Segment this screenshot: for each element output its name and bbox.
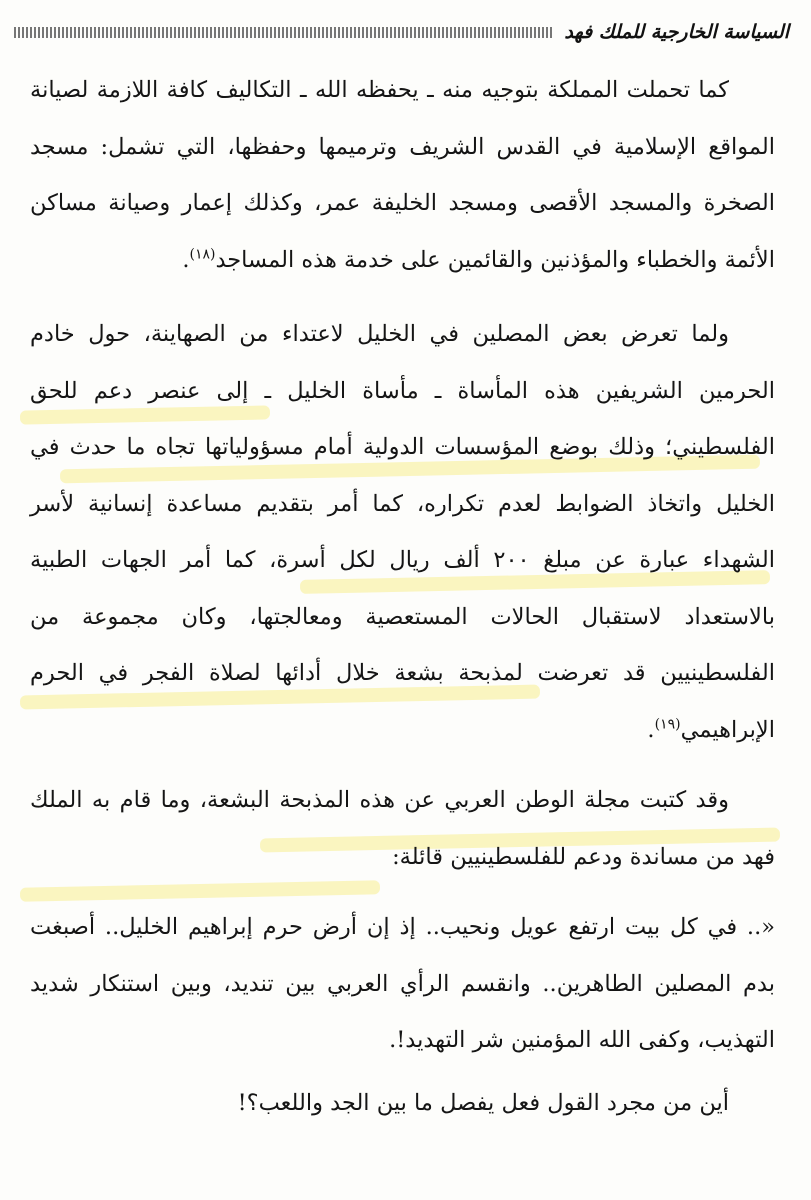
running-title: السياسة الخارجية للملك فهد [564,21,789,43]
footnote-ref: (١٨) [189,246,216,262]
running-header [14,14,789,50]
paragraph-2 [30,306,775,758]
quote-paragraph [30,899,775,1069]
paragraph-3 [30,772,775,885]
paragraph-text: كما تحملت المملكة بتوجيه منه ـ يحفظه الله ـ التكاليف كافة اللازمة لصيانة المواقع الإسلامية في القدس الشريف وترميمها وحفظها، التي تشمل: مسجد الصخرة والمسجد الأقصى ومسجد الخليفة عمر، وكذلك إعمار وصيانة مساكن الأئمة والخطباء والمؤذنين والقائمين على خدمة هذه المساجد [30,77,775,273]
header-rule [14,27,554,38]
footnote-ref: (١٩) [654,716,681,732]
paragraph-1 [30,62,775,288]
quote-text: «.. في كل بيت ارتفع عويل ونحيب.. إذ إن أرض حرم إبراهيم الخليل.. أصبغت بدم المصلين الطاهرين.. وانقسم الرأي العربي بين تنديد، وبين استنكار شديد التهذيب، وكفى الله المؤمنين شر التهديد!. [30,914,775,1053]
paragraph-text: ولما تعرض بعض المصلين في الخليل لاعتداء من الصهاينة، حول خادم الحرمين الشريفين هذه المأساة ـ مأساة الخليل ـ إلى عنصر دعم للحق الفلسطيني؛ وذلك بوضع المؤسسات الدولية أمام مسؤولياتها تجاه ما حدث في الخليل واتخاذ الضوابط لعدم تكراره، كما أمر بتقديم مساعدة إنسانية لأسر الشهداء عبارة عن مبلغ ٢٠٠ ألف ريال لكل أسرة، كما أمر الجهات الطبية بالاستعداد لاستقبال الحالات المستعصية ومعالجتها، وكان مجموعة من الفلسطينيين قد تعرضت لمذبحة بشعة خلال أدائها لصلاة الفجر في الحرم الإبراهيمي [30,321,776,743]
paragraph-5 [30,1075,775,1132]
paragraph-text: أين من مجرد القول فعل يفصل ما بين الجد واللعب؟! [237,1089,729,1116]
body-text [30,62,775,1131]
paragraph-text: وقد كتبت مجلة الوطن العربي عن هذه المذبحة البشعة، وما قام به الملك فهد من مساندة ودعم للفلسطينيين قائلة: [30,787,775,870]
paragraph-end: . [647,716,655,743]
paragraph-end: . [182,246,190,273]
